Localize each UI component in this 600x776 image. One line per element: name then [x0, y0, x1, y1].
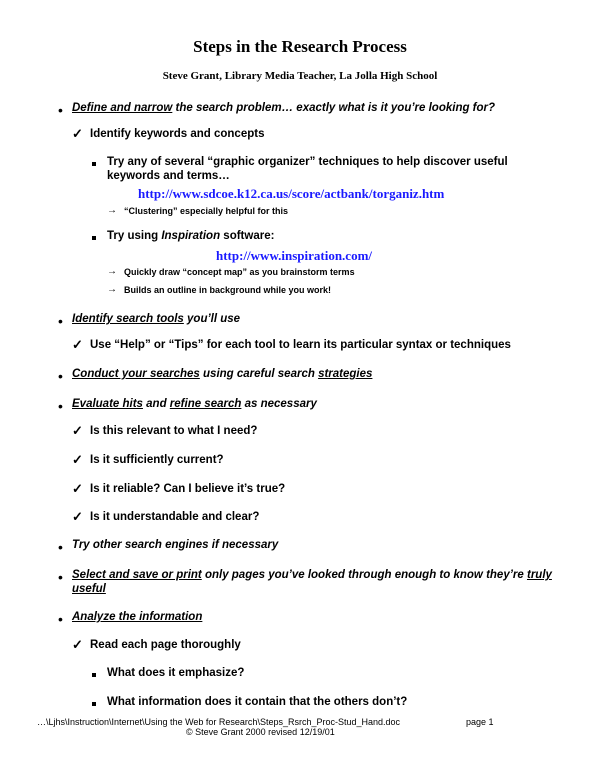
bullet-icon: • [58, 313, 63, 329]
arrow-icon: → [107, 205, 117, 216]
bullet-icon: • [58, 368, 63, 384]
page-title: Steps in the Research Process [193, 37, 407, 56]
list-item-define: Define and narrow the search problem… exactly what is it you’re looking for? [72, 102, 496, 114]
list-item-analyze: Analyze the information [72, 611, 203, 623]
list-item-other-engines: Try other search engines if necessary [72, 539, 279, 551]
square-bullet-icon [92, 236, 96, 240]
sub-sub-item-inspiration: Try using Inspiration software: [107, 230, 275, 242]
sub-sub-item-info-others: What information does it contain that the others don’t? [107, 696, 408, 708]
sub-sub-item-graphic-organizer-2: keywords and terms… [107, 170, 230, 182]
sub-item-check-understandable: Is it understandable and clear? [90, 511, 260, 523]
sub-item-help-tips: Use “Help” or “Tips” for each tool to learn its particular syntax or techniques [90, 339, 511, 351]
list-item-select-line2: useful [72, 583, 106, 595]
checkmark-icon: ✓ [72, 126, 83, 141]
bullet-icon: • [58, 569, 63, 585]
note-outline: Builds an outline in background while you work! [124, 285, 332, 295]
page-subtitle: Steve Grant, Library Media Teacher, La Jolla High School [162, 70, 438, 82]
footer-page: page 1 [466, 717, 494, 727]
checkmark-icon: ✓ [72, 423, 83, 438]
arrow-icon: → [107, 266, 117, 277]
arrow-icon: → [107, 284, 117, 295]
footer-path: …\Ljhs\Instruction\Internet\Using the Web for Research\Steps_Rsrch_Proc-Stud_Hand.doc [37, 717, 401, 727]
sub-item-identify-keywords: Identify keywords and concepts [90, 128, 265, 140]
square-bullet-icon [92, 702, 96, 706]
note-clustering: “Clustering” especially helpful for this [124, 206, 289, 216]
note-concept-map: Quickly draw “concept map” as you brainstorm terms [124, 267, 355, 277]
list-item-evaluate: Evaluate hits and refine search as necessary [72, 398, 317, 410]
checkmark-icon: ✓ [72, 337, 83, 352]
list-item-tools: Identify search tools you’ll use [72, 313, 241, 325]
square-bullet-icon [92, 162, 96, 166]
link-inspiration[interactable]: http://www.inspiration.com/ [216, 248, 373, 263]
sub-item-check-current: Is it sufficiently current? [90, 454, 224, 466]
bullet-icon: • [58, 539, 63, 555]
bullet-icon: • [58, 611, 63, 627]
sub-sub-item-emphasize: What does it emphasize? [107, 667, 245, 679]
checkmark-icon: ✓ [72, 637, 83, 652]
link-sdcoe[interactable]: http://www.sdcoe.k12.ca.us/score/actbank/torganiz.htm [138, 186, 445, 201]
checkmark-icon: ✓ [72, 452, 83, 467]
list-item-select-line1: Select and save or print only pages you’ve looked through enough to know they’re truly [72, 569, 552, 581]
sub-item-check-reliable: Is it reliable? Can I believe it’s true? [90, 483, 286, 495]
list-item-conduct: Conduct your searches using careful search strategies [72, 368, 373, 380]
bullet-icon: • [58, 398, 63, 414]
sub-sub-item-graphic-organizer-1: Try any of several “graphic organizer” techniques to help discover useful [107, 156, 508, 168]
checkmark-icon: ✓ [72, 481, 83, 496]
square-bullet-icon [92, 673, 96, 677]
sub-item-read: Read each page thoroughly [90, 639, 241, 651]
checkmark-icon: ✓ [72, 509, 83, 524]
sub-item-check-relevant: Is this relevant to what I need? [90, 425, 258, 437]
bullet-icon: • [58, 102, 63, 118]
footer-copyright: © Steve Grant 2000 revised 12/19/01 [186, 727, 335, 737]
